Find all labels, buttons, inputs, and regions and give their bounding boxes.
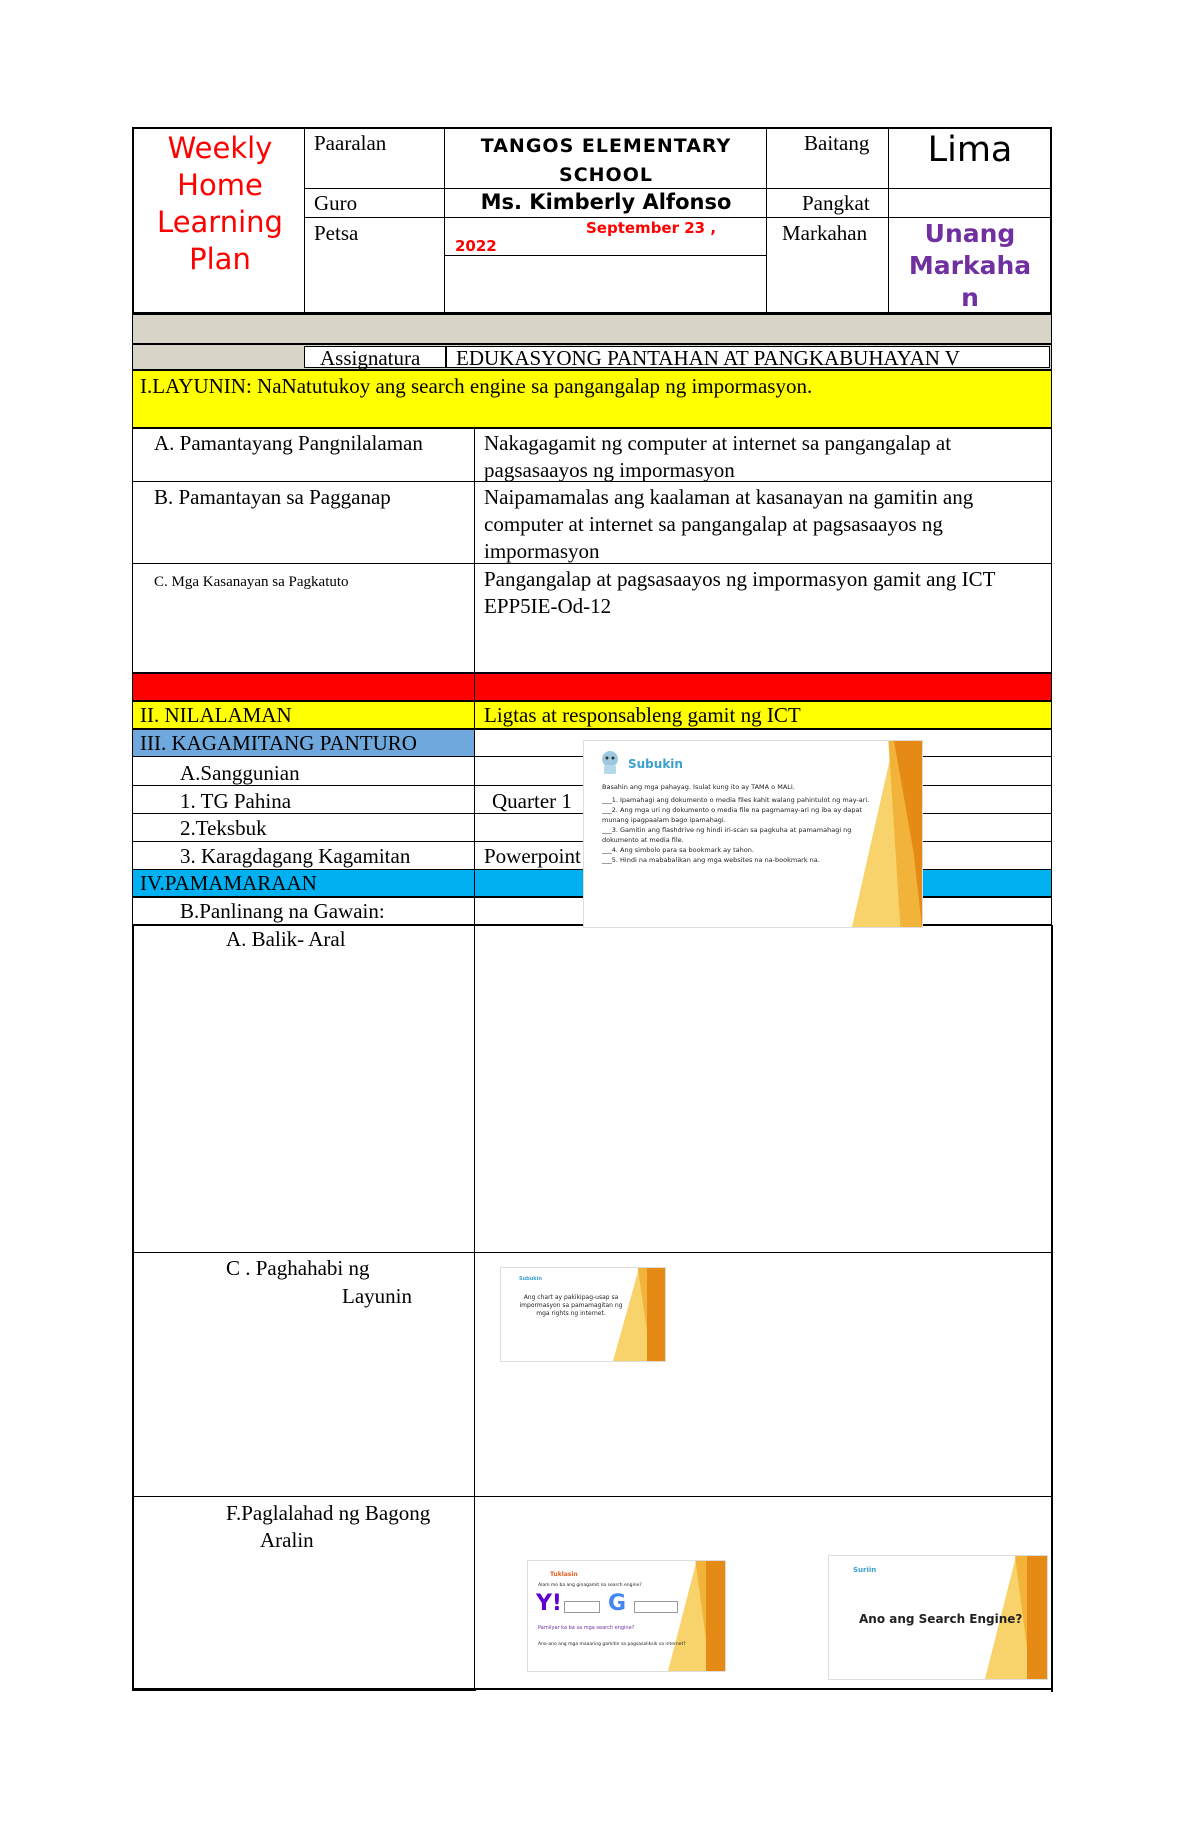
slide-item: ___3. Gamitin ang flashdrive ng hindi iri-scan sa pagkuha at pamamahagi ng dokumento at media file. xyxy=(602,826,852,844)
slide-suriin xyxy=(828,1555,1048,1680)
slide-item: ___1. Ipamahagi ang dokumento o media files kahit walang pahintulot ng may-ari. xyxy=(602,796,870,804)
slide-subukin-items xyxy=(602,795,870,865)
red-band xyxy=(132,673,1052,701)
baitang-label: Baitang xyxy=(804,131,870,155)
markahan-line-3: n xyxy=(961,283,979,312)
divider xyxy=(474,428,475,673)
karagdagan-value: Powerpoint xyxy=(484,844,581,868)
date-value-2: 2022 xyxy=(455,237,497,255)
school-name: TANGOS ELEMENTARY SCHOOL xyxy=(480,135,732,186)
pamamaraan-label: IV.PAMAMARAAN xyxy=(140,871,317,895)
divider xyxy=(444,255,766,256)
slide-tuklasin-question: Pamilyar ka ba sa mga search engine? xyxy=(538,1625,635,1631)
page-title xyxy=(140,130,300,278)
nilalaman-value: Ligtas at responsableng gamit ng ICT xyxy=(484,703,801,727)
slide-item: ___4. Ang simbolo para sa bookmark ay tahon. xyxy=(602,846,754,854)
divider xyxy=(474,897,475,925)
divider xyxy=(474,701,475,729)
gray-band xyxy=(132,314,1052,344)
divider xyxy=(474,925,475,1690)
date-value-1: September 23 , xyxy=(586,219,717,237)
slide-suriin-title: Suriin xyxy=(853,1566,877,1574)
divider xyxy=(1051,925,1053,1692)
standard-c-line-1: Pangangalap at pagsasaayos ng impormasyon gamit ang ICT xyxy=(484,567,996,591)
google-logo: G xyxy=(608,1591,627,1616)
page-title-text: Weekly Home Learning Plan xyxy=(157,131,283,276)
slide-small-title: Subukin xyxy=(519,1276,542,1282)
standard-b-label: B. Pamantayan sa Pagganap xyxy=(154,485,391,509)
slide-subukin-instruction: Basahin ang mga pahayag. Isulat kung ito ay TAMA o MALI. xyxy=(602,783,795,791)
slide-suriin-text: Ano ang Search Engine? xyxy=(859,1612,1023,1626)
petsa-label: Petsa xyxy=(314,221,359,245)
slide-tuklasin-text: Alam mo ba ang ginagamit na search engine? xyxy=(538,1583,642,1588)
markahan-line-2: Markaha xyxy=(908,251,1032,280)
standard-c-label-text: C. Mga Kasanayan sa Pagkatuto xyxy=(154,574,349,590)
divider xyxy=(304,127,305,314)
paglalahad-label-2: Aralin xyxy=(260,1528,314,1552)
subject-label: Assignatura xyxy=(320,346,421,370)
paghahabi-label-1: C . Paghahabi ng xyxy=(226,1256,370,1280)
tg-label: 1. TG Pahina xyxy=(180,789,292,813)
slide-decor xyxy=(1027,1556,1047,1679)
slide-small-text: Ang chart ay pakikipag-usap sa impormasyon sa pamamagitan ng mga rights ng internet. xyxy=(519,1294,623,1317)
standard-a-value: Nakagagamit ng computer at internet sa pangangalap at pagsasaayos ng impormasyon xyxy=(484,431,952,482)
divider xyxy=(766,127,767,314)
slide-item: ___5. Hindi na mababalikan ang mga websites na na-bookmark na. xyxy=(602,856,820,864)
subject-value: EDUKASYONG PANTAHAN AT PANGKABUHAYAN V xyxy=(456,346,960,370)
divider xyxy=(132,1496,1052,1497)
search-box xyxy=(564,1601,600,1613)
divider xyxy=(444,127,445,314)
paaralan-label: Paaralan xyxy=(314,131,387,155)
slide-tuklasin-title: Tuklasin xyxy=(550,1571,578,1578)
paglalahad-label-1: F.Paglalahad ng Bagong xyxy=(226,1501,431,1525)
slide-small xyxy=(500,1267,666,1362)
panlinang-label: B.Panlinang na Gawain: xyxy=(180,899,385,923)
objective-text: I.LAYUNIN: NaNatutukoy ang search engine sa pangangalap ng impormasyon. xyxy=(140,374,813,398)
slide-decor xyxy=(647,1268,665,1361)
markahan-value xyxy=(890,218,1050,314)
karagdagan-label: 3. Karagdagang Kagamitan xyxy=(180,844,411,868)
teacher-name: Ms. Kimberly Alfonso xyxy=(480,190,732,214)
slide-subukin-title: Subukin xyxy=(628,757,683,771)
guro-label: Guro xyxy=(314,191,358,215)
tg-value: Quarter 1 xyxy=(492,789,572,813)
baitang-value: Lima xyxy=(927,130,1013,170)
standard-b-value: Naipamamalas ang kaalaman at kasanayan na gamitin ang computer at internet sa pangangalap at pagsasaayos ng impormasyon xyxy=(484,485,974,563)
mascot-icon xyxy=(598,749,622,775)
standard-c-value xyxy=(484,566,1044,620)
slide-tuklasin-footer: Ano-ano ang mga maaaring gamitin sa pagsasaliksik sa internet? xyxy=(538,1642,686,1647)
slide-item: ___2. Ang mga uri ng dokumento o media file na pagmamay-ari ng iba ay dapat munang ipagpaalam bago ipamahagi. xyxy=(602,806,863,824)
markahan-line-1: Unang xyxy=(924,219,1016,248)
divider xyxy=(132,1689,476,1691)
slide-tuklasin xyxy=(527,1560,726,1672)
divider xyxy=(888,127,889,314)
paghahabi-label-2: Layunin xyxy=(342,1284,412,1308)
kagamitan-label: III. KAGAMITANG PANTURO xyxy=(140,731,417,755)
markahan-label: Markahan xyxy=(782,221,868,245)
nilalaman-label: II. NILALAMAN xyxy=(140,703,292,727)
balik-aral-label: A. Balik- Aral xyxy=(226,927,346,951)
slide-decor xyxy=(706,1561,725,1671)
sanggunian-label: A.Sanggunian xyxy=(180,761,300,785)
slide-subukin xyxy=(583,740,923,928)
pangkat-label: Pangkat xyxy=(802,191,870,215)
standard-c-label xyxy=(154,566,349,596)
standard-a-label: A. Pamantayang Pangnilalaman xyxy=(154,431,423,455)
teksbuk-label: 2.Teksbuk xyxy=(180,816,267,840)
divider xyxy=(474,869,475,897)
divider xyxy=(132,1252,1052,1253)
search-box xyxy=(634,1601,678,1613)
standard-c-line-2: EPP5IE-Od-12 xyxy=(484,594,612,618)
yahoo-logo: Y! xyxy=(536,1591,562,1616)
